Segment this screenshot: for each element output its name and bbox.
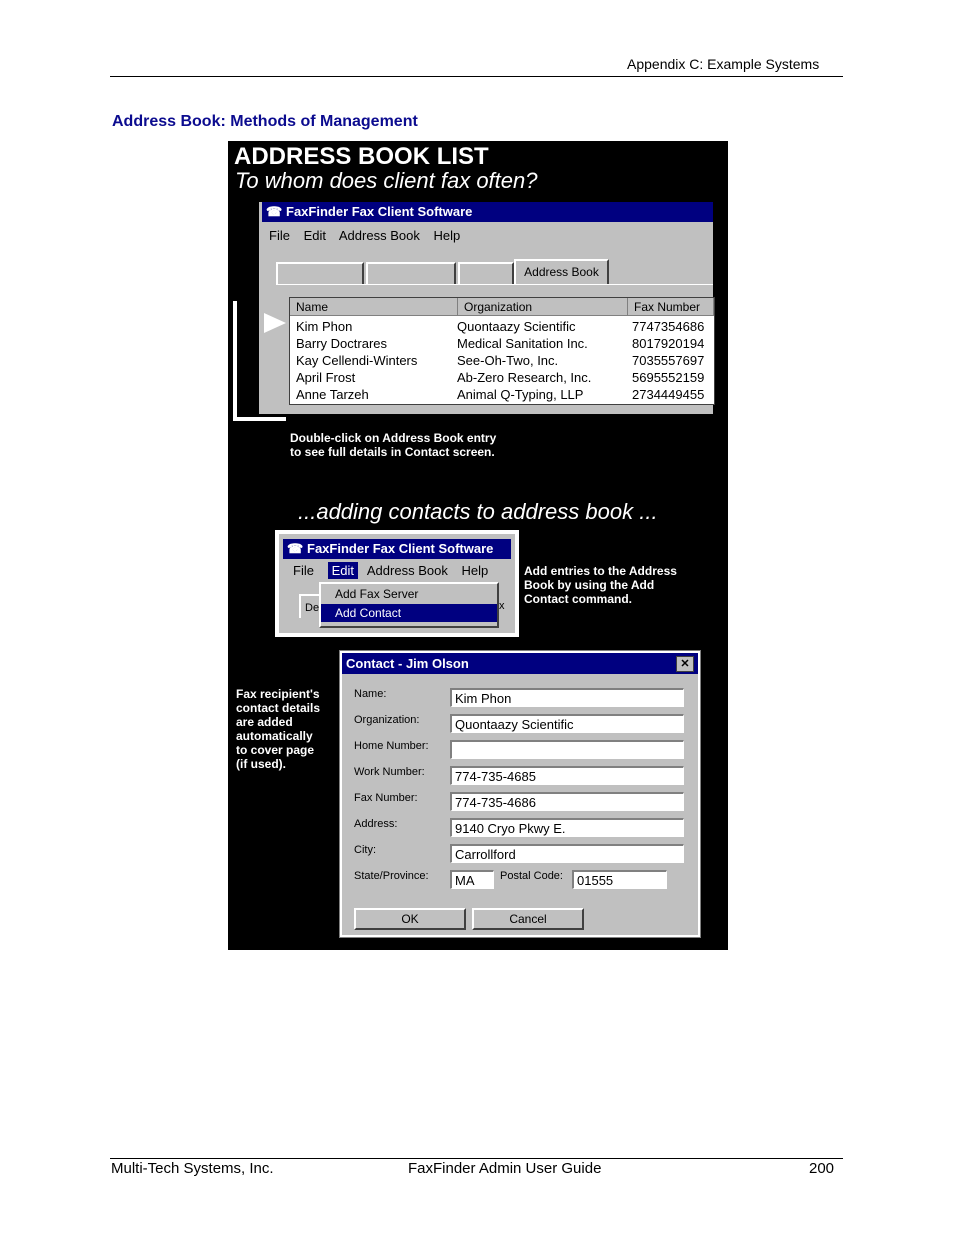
partial-tab: De [299, 594, 329, 618]
address-list [289, 297, 715, 405]
row-org: See-Oh-Two, Inc. [457, 353, 559, 368]
column-fax-number[interactable]: Fax Number [628, 298, 714, 316]
row-name: Kay Cellendi-Winters [296, 353, 418, 368]
label-work-number: Work Number: [354, 766, 425, 778]
fax-app-icon: ☎ [287, 541, 304, 556]
row-name: Barry Doctrares [296, 336, 388, 351]
label-fax-number: Fax Number: [354, 792, 418, 804]
row-org: Medical Sanitation Inc. [457, 336, 588, 351]
column-organization[interactable]: Organization [458, 298, 628, 316]
row-name: Anne Tarzeh [296, 387, 369, 402]
postal-code-field[interactable]: 01555 [572, 870, 667, 889]
contact-dialog-title: Contact - Jim Olson [346, 656, 469, 671]
label-home-number: Home Number: [354, 740, 429, 752]
address-book-window [259, 202, 713, 414]
close-icon[interactable]: ✕ [676, 656, 694, 672]
callout-fax-recipient: Fax recipient's contact details are added automatically to cover page (if used). [236, 687, 321, 771]
figure-title: ADDRESS BOOK LIST [234, 143, 489, 170]
row-org: Animal Q-Typing, LLP [457, 387, 584, 402]
menu-help[interactable]: Help [433, 228, 461, 243]
tab-1[interactable] [276, 262, 364, 284]
list-row[interactable] [290, 335, 714, 352]
label-postal-code: Postal Code: [500, 870, 563, 882]
header-rule [110, 76, 843, 77]
row-name: Kim Phon [296, 319, 353, 334]
row-fax: 7747354686 [632, 319, 705, 334]
label-address: Address: [354, 818, 398, 830]
column-name[interactable]: Name [290, 298, 458, 316]
tab-2[interactable] [366, 262, 456, 284]
row-fax: 5695552159 [632, 370, 705, 385]
menu-item-add-fax-server[interactable]: Add Fax Server [335, 587, 419, 601]
tab-3[interactable] [458, 262, 514, 284]
label-name: Name: [354, 688, 387, 700]
edit-window-title-bar [283, 539, 511, 559]
row-org: Quontaazy Scientific [457, 319, 576, 334]
edit-window-frame [275, 530, 519, 637]
tab-divider [276, 284, 713, 285]
callout-arrow-icon [228, 301, 298, 441]
edit-window-title: FaxFinder Fax Client Software [307, 541, 494, 556]
footer-page-number: 200 [809, 1160, 835, 1177]
footer-company: Multi-Tech Systems, Inc. [111, 1160, 274, 1177]
cancel-button[interactable]: Cancel [472, 908, 584, 930]
adding-heading: ...adding contacts to address book ... [298, 499, 658, 524]
figure-panel [228, 141, 728, 950]
section-title: Address Book: Methods of Management [112, 113, 418, 130]
edit-menu-bar [293, 563, 498, 578]
footer-doc-title: FaxFinder Admin User Guide [408, 1160, 602, 1177]
row-fax: 7035557697 [632, 353, 705, 368]
edit-dropdown [319, 582, 499, 628]
label-city: City: [354, 844, 376, 856]
window-title: FaxFinder Fax Client Software [286, 204, 473, 219]
footer-rule [110, 1158, 843, 1159]
label-organization: Organization: [354, 714, 420, 726]
menu-item-add-contact[interactable]: Add Contact [321, 604, 497, 622]
city-field[interactable]: Carrollford [450, 844, 684, 863]
menu-edit-active[interactable]: Edit [328, 562, 358, 579]
list-row[interactable] [290, 318, 714, 335]
tab-address-book[interactable]: Address Book [514, 259, 609, 284]
figure-subtitle: To whom does client fax often? [235, 168, 538, 193]
work-number-field[interactable]: 774-735-4685 [450, 766, 684, 785]
fax-number-field[interactable]: 774-735-4686 [450, 792, 684, 811]
partial-close: x [499, 600, 505, 612]
state-field[interactable]: MA [450, 870, 494, 889]
menu-edit[interactable]: Edit [303, 228, 326, 243]
menu-address-book[interactable]: Address Book [366, 563, 448, 578]
callout-add: Add entries to the Address Book by using the Add Contact command. [524, 564, 677, 606]
edit-window [279, 534, 515, 633]
home-number-field[interactable] [450, 740, 684, 759]
contact-dialog [340, 651, 700, 937]
list-row[interactable] [290, 386, 714, 403]
ok-button[interactable]: OK [354, 908, 466, 930]
list-row[interactable] [290, 369, 714, 386]
menu-file[interactable]: File [293, 563, 314, 578]
menu-address-book[interactable]: Address Book [338, 228, 420, 243]
window-title-bar [262, 202, 713, 222]
menu-bar [269, 228, 470, 243]
address-field[interactable]: 9140 Cryo Pkwy E. [450, 818, 684, 837]
row-name: April Frost [296, 370, 356, 385]
menu-help[interactable]: Help [461, 563, 489, 578]
list-row[interactable] [290, 352, 714, 369]
menu-file[interactable]: File [269, 228, 290, 243]
fax-app-icon: ☎ [266, 204, 283, 219]
contact-dialog-title-bar [342, 653, 698, 674]
row-fax: 8017920194 [632, 336, 705, 351]
header-section: Appendix C: Example Systems [627, 56, 820, 72]
callout-doubleclick: Double-click on Address Book entry to see full details in Contact screen. [290, 431, 497, 459]
row-fax: 2734449455 [632, 387, 705, 402]
name-field[interactable]: Kim Phon [450, 688, 684, 707]
row-org: Ab-Zero Research, Inc. [457, 370, 592, 385]
organization-field[interactable]: Quontaazy Scientific [450, 714, 684, 733]
label-state: State/Province: [354, 870, 429, 882]
